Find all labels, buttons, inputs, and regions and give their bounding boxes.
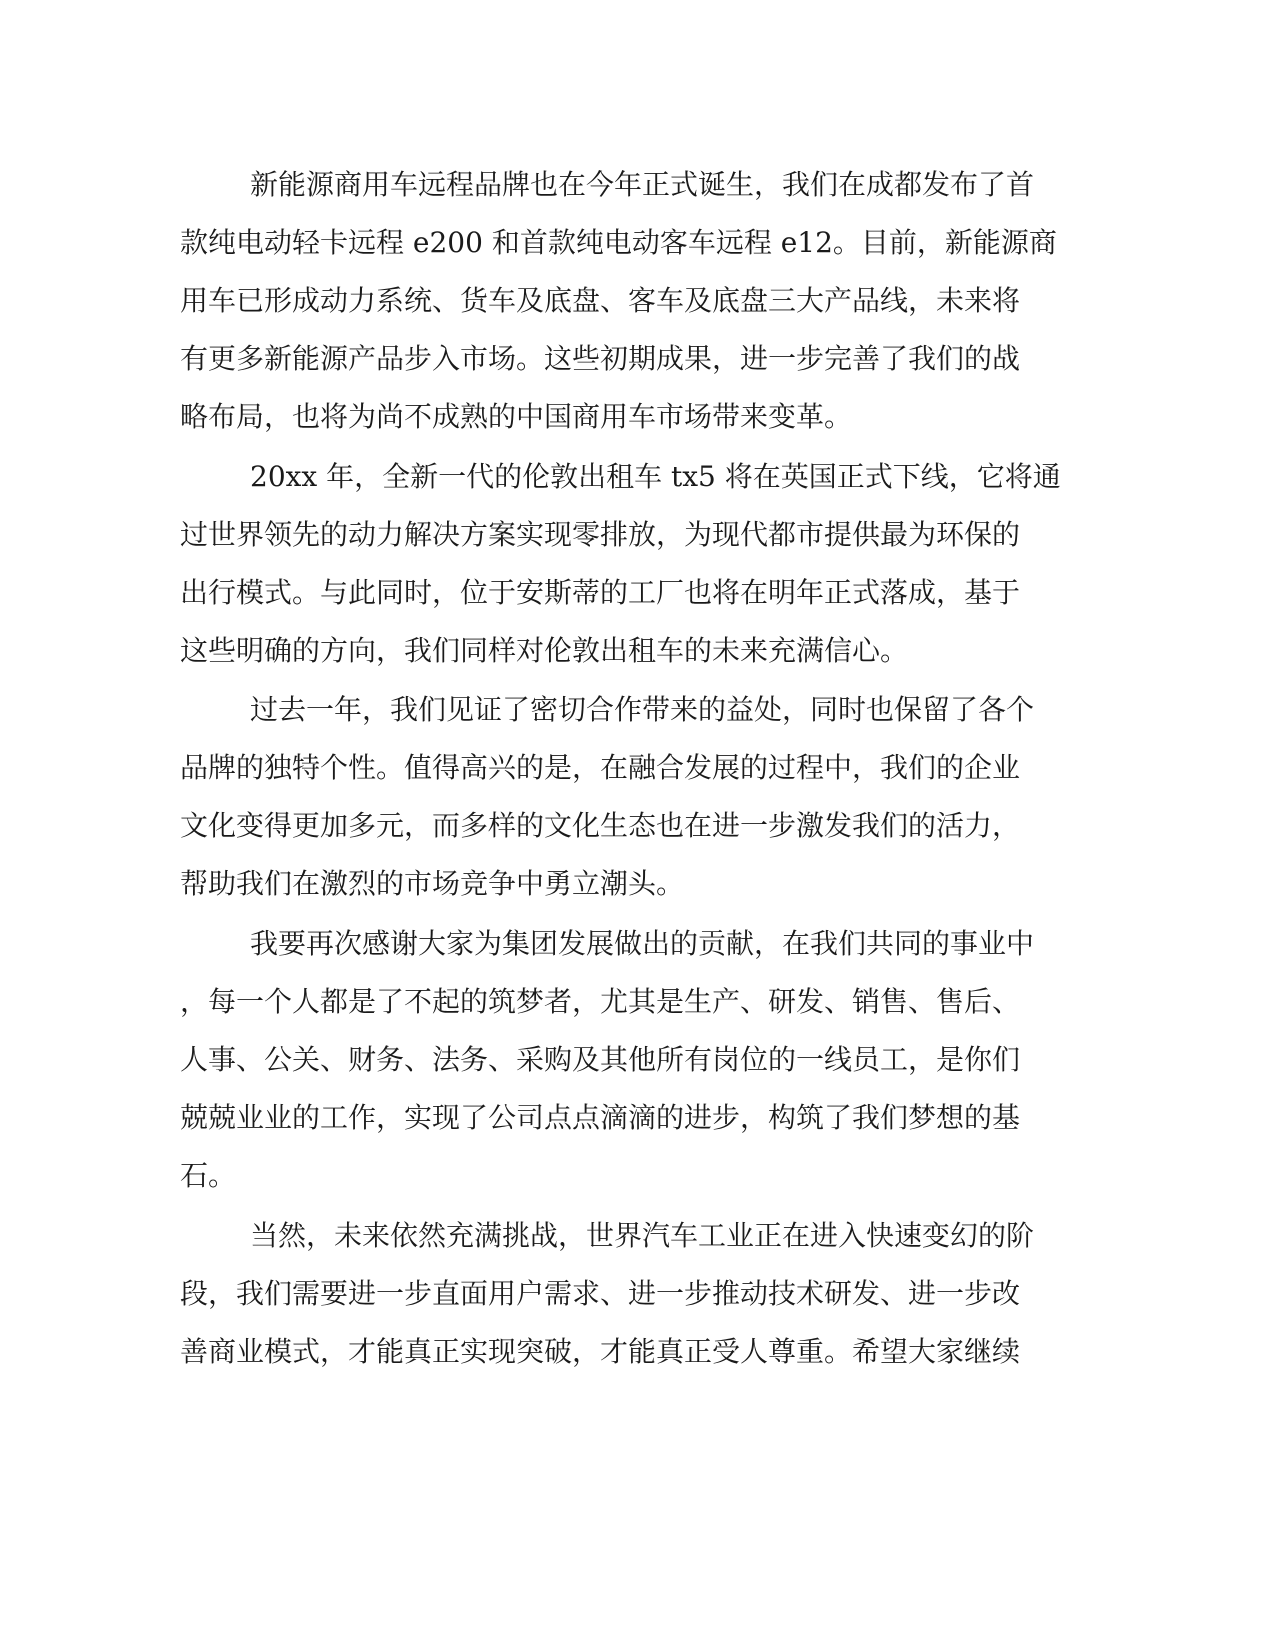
text-line: 人事、公关、财务、法务、采购及其他所有岗位的一线员工，是你们 — [180, 1043, 1021, 1076]
text-line: 过世界领先的动力解决方案实现零排放，为现代都市提供最为环保的 — [180, 518, 1021, 551]
text-line: 用车已形成动力系统、货车及底盘、客车及底盘三大产品线，未来将 — [180, 284, 1021, 317]
text-line: 过去一年，我们见证了密切合作带来的益处，同时也保留了各个 — [250, 693, 1035, 726]
text-line: 新能源商用车远程品牌也在今年正式诞生，我们在成都发布了首 — [250, 168, 1035, 201]
text-line: 这些明确的方向，我们同样对伦敦出租车的未来充满信心。 — [180, 634, 909, 667]
text-line: 我要再次感谢大家为集团发展做出的贡献，在我们共同的事业中 — [250, 927, 1035, 960]
text-line: 款纯电动轻卡远程 e200 和首款纯电动客车远程 e12。目前，新能源商 — [180, 226, 1057, 259]
text-line: ，每一个人都是了不起的筑梦者，尤其是生产、研发、销售、售后、 — [180, 985, 1021, 1018]
text-line: 帮助我们在激烈的市场竞争中勇立潮头。 — [180, 867, 685, 900]
text-line: 文化变得更加多元，而多样的文化生态也在进一步激发我们的活力， — [180, 809, 1021, 842]
text-line: 当然，未来依然充满挑战，世界汽车工业正在进入快速变幻的阶 — [250, 1219, 1035, 1252]
text-line: 段，我们需要进一步直面用户需求、进一步推动技术研发、进一步改 — [180, 1277, 1021, 1310]
text-line: 出行模式。与此同时，位于安斯蒂的工厂也将在明年正式落成，基于 — [180, 576, 1021, 609]
text-line: 兢兢业业的工作，实现了公司点点滴滴的进步，构筑了我们梦想的基 — [180, 1101, 1021, 1134]
text-line: 善商业模式，才能真正实现突破，才能真正受人尊重。希望大家继续 — [180, 1335, 1021, 1368]
text-line: 略布局，也将为尚不成熟的中国商用车市场带来变革。 — [180, 400, 853, 433]
text-line: 品牌的独特个性。值得高兴的是，在融合发展的过程中，我们的企业 — [180, 751, 1021, 784]
text-line: 20xx 年，全新一代的伦敦出租车 tx5 将在英国正式下线，它将通 — [250, 460, 1061, 493]
text-line: 石。 — [180, 1159, 237, 1192]
text-line: 有更多新能源产品步入市场。这些初期成果，进一步完善了我们的战 — [180, 342, 1021, 375]
